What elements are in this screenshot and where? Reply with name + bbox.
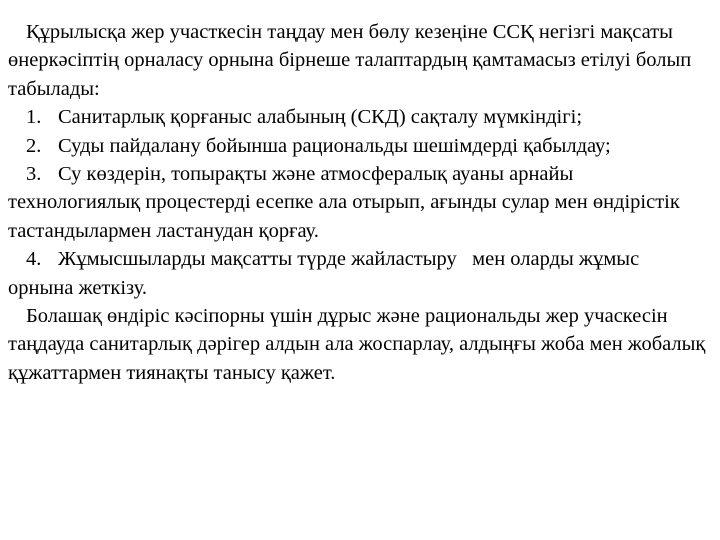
list-item — [8, 103, 708, 131]
list-item — [8, 132, 708, 160]
list-item-text: Су көздерін, топырақты және атмосфералық ауаны арнайы технологиялық процестерді есепке ала отырып, ағынды сулар мен өндірістік тастандылармен ластанудан қорғау. — [8, 163, 680, 242]
list-item — [8, 160, 708, 245]
slide-text-body — [8, 18, 708, 387]
list-item — [8, 245, 708, 302]
list-item-text: Жұмысшыларды мақсатты түрде жайластыру мен оларды жұмыс орнына жеткізу. — [8, 248, 645, 299]
list-item-number: 4. — [26, 248, 42, 271]
list-item-number: 1. — [26, 106, 42, 129]
list-item-text: Санитарлық қорғаныс алабының (СКД) сақталу мүмкіндігі; — [58, 106, 583, 129]
intro-paragraph: Құрылысқа жер участкесін таңдау мен бөлу кезеңіне ССҚ негізгі мақсаты өнеркәсіптің орналасу орнына бірнеше талаптардың қамтамасыз етілуі болып табылады: — [8, 21, 692, 100]
conclusion-paragraph: Болашақ өндіріс кәсіпорны үшін дұрыс және рациональды жер учаскесін таңдауда санитарлық дәрігер алдын ала жоспарлау, алдыңғы жоба мен жобалық құжаттармен тиянақты танысу қажет. — [8, 305, 706, 384]
list-item-number: 2. — [26, 134, 42, 157]
list-item-number: 3. — [26, 163, 42, 186]
list-item-text: Суды пайдалану бойынша рациональды шешімдерді қабылдау; — [58, 134, 611, 157]
